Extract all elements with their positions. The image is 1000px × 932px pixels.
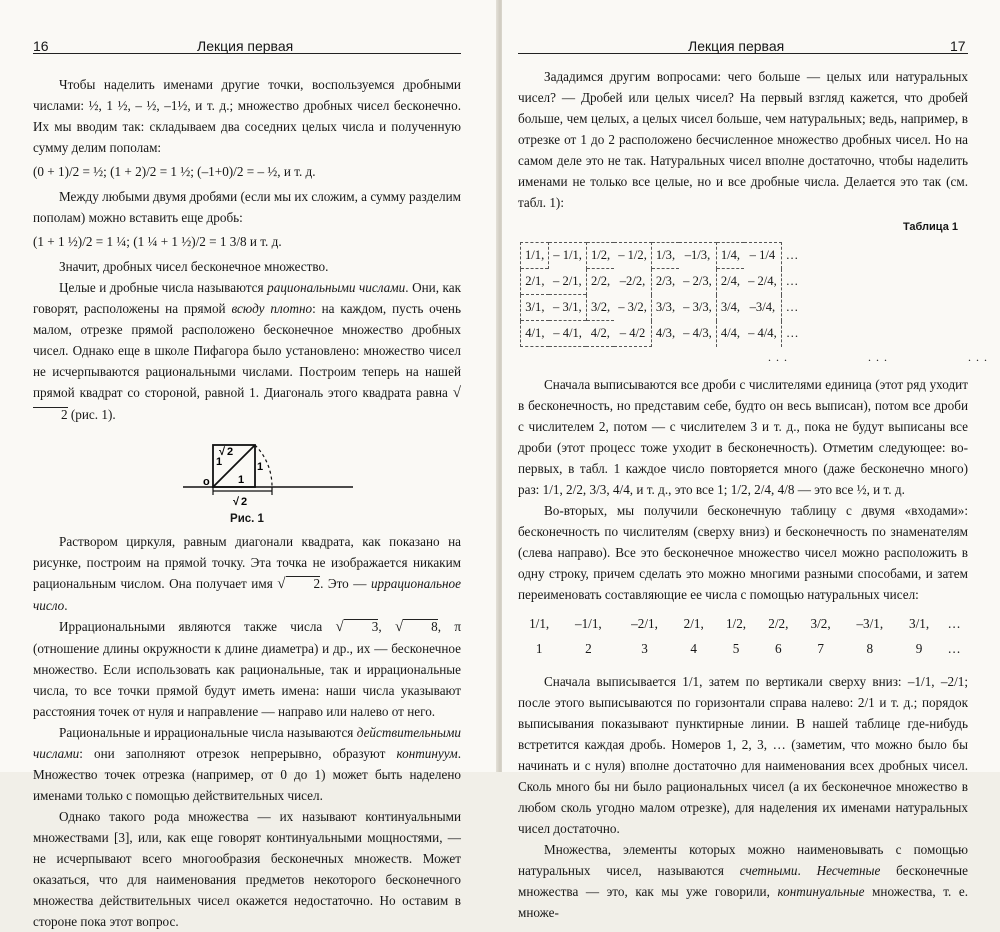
left-paragraph-4: Целые и дробные числа называются рациональными числами. Они, как говорят, расположены на прямой всюду плотно: на каждом, пусть очень малом, отрезке прямой расположено бесконечное множество дробных чисел. Однако еще в школе Пифагора было установлено: множество чисел не исчерпываются рациональными числами. Построим теперь на нашей прямой квадрат со стороной, равной 1. Диагональ этого квадрата равна √2 (рис. 1). xyxy=(33,280,462,422)
table-1-cell: –1/3, xyxy=(679,243,716,269)
table-1-cell: 4/4, xyxy=(720,326,741,340)
svg-text:√: √ xyxy=(233,496,240,508)
table-1-row xyxy=(521,269,803,295)
table-1-cell: 4/1, xyxy=(521,321,549,347)
sequence-natural: 7 xyxy=(817,641,824,656)
sequence-natural: 6 xyxy=(775,641,782,656)
right-paragraph-2: Сначала выписываются все дроби с числителями единица (этот ряд уходит в бесконечность, но представим себе, будто он весь выписан), потом все дроби с числителем 2, потом — с числителем 3 и т. д., пока не будут выписаны все дроби (этот процесс тоже уходит в бесконечность). Отметим следующее: во-первых, в табл. 1 каждое число повторяется много (даже бесконечно много) раз: 1/1, 2/2, 3/3, 4/4, и т. д., это все 1; 1/2, 2/4, 4/8 — это все ½, и т. д. xyxy=(518,377,968,497)
right-paragraph-1: Зададимся другим вопросами: чего больше — целых или натуральных чисел? — Дробей или целых чисел? На первый взгляд кажется, что дробей больше, чем целых, а целых чисел больше, чем натуральных; ведь, например, в отрезке от 1 до 2 расположено бесчисленное множество дробных чисел. Но на самом деле это не так. Натуральных чисел вполне достаточно, чтобы наделить именами не только все целые, но и все дробные числа. Делается это так (см. табл. 1): xyxy=(518,69,968,210)
sqrt-2-value: 2 xyxy=(33,407,68,423)
sequence-natural: 1 xyxy=(535,641,543,656)
table-1-cell: –2/2, xyxy=(614,269,651,295)
right-paragraph-4: Сначала выписывается 1/1, затем по вертикали сверху вниз: –1/1, –2/1; после этого выписываются по горизонтали справа налево: 2/1 и т. д.; порядок выписывания показывают пунктирные линии. В нашей таблице где-нибудь встретится каждая дробь. Номеров 1, 2, 3, … (заметим, что можно было бы начинать и с нуля) вполне достаточно для наименования всех дробных чисел. Сколь много бы ни было рациональных чисел (а их бесконечное множество в любом сколь угодно малом отрезке), для наделения их именами натуральных чисел достаточно. xyxy=(518,674,968,836)
sequence-natural: 9 xyxy=(915,641,923,656)
right-page-number: 17 xyxy=(950,38,966,54)
table-1-dots xyxy=(728,347,1000,368)
table-1-cell: 1/1, xyxy=(521,243,549,269)
svg-text:√: √ xyxy=(219,446,226,458)
table-1 xyxy=(520,242,803,347)
table-1-cell: … xyxy=(785,248,799,262)
table-1-cell: – 4/3, xyxy=(679,321,716,347)
right-paragraph-3: Во-вторых, мы получили бесконечную таблицу с двумя «входами»: бесконечность по числителям (сверху вниз) и бесконечность по знаменателям (слева направо). Все это бесконечное множество чисел можно расположить в одну строку, причем сделать это можно многими разными способами, и затем переименовать составляющие ее числа с помощью натуральных чисел: xyxy=(518,503,968,602)
table-1-cell: – 1/2, xyxy=(614,243,651,269)
bottom-root-label: 2 xyxy=(241,496,248,508)
enumeration-sequence xyxy=(518,611,968,661)
right-paragraph-5: Множества, элементы которых можно наименовывать с помощью натуральных чисел, называются счетными. Несчетные бесконечные множества — это, как мы уже говорили, континуальные множества, т. е. множе- xyxy=(518,842,969,920)
sequence-natural: 8 xyxy=(866,641,874,656)
right-header-rule xyxy=(518,53,968,54)
table-1-cell: 3/2, xyxy=(590,299,611,314)
term-uncountable: Несчетные xyxy=(816,863,881,878)
sequence-natural: 2 xyxy=(585,641,592,656)
table-1-caption: Таблица 1 xyxy=(902,221,958,233)
figure-1 xyxy=(33,425,461,531)
term-countable: счетными xyxy=(739,863,798,878)
term-continuum: континуум xyxy=(396,746,458,761)
table-dots-1: . . . xyxy=(768,350,788,364)
table-1-cell: – 2/3, xyxy=(679,269,716,295)
table-1-cell: 4/2, xyxy=(586,321,614,347)
table-1-cell: 3/4, xyxy=(720,300,741,314)
left-running-head: Лекция первая xyxy=(197,38,294,54)
table-dots-3: . . . xyxy=(968,350,988,364)
left-header-rule xyxy=(33,53,461,54)
table-1-cell: 1/4, xyxy=(716,243,744,269)
table-1-cell: – 4/2 xyxy=(614,321,651,347)
term-rational: рациональными числами xyxy=(267,280,406,295)
left-paragraph-6: Иррациональными являются также числа √ 3, √ 8, π (отношение длины окружности к длине диаметра) и др., их — бесконечное множество. Если использовать как рациональные, так и иррациональные числа, то все точки прямой будут иметь имена: наши числа указывают расстояния точек от нуля и направление — направо или налево от него. xyxy=(33,619,461,719)
term-real: действительными числами xyxy=(33,725,461,761)
side-label-2: 1 xyxy=(238,474,245,486)
table-1-cell: … xyxy=(785,274,799,288)
table-1-cell: – 3/2, xyxy=(614,295,651,321)
table-1-cell: 2/1, xyxy=(521,269,549,295)
figure-1-caption: Рис. 1 xyxy=(230,513,264,525)
right-page xyxy=(502,0,1000,920)
right-body xyxy=(518,66,988,923)
table-1-cell: 2/4, xyxy=(716,269,744,295)
table-1-cell: 3/3, xyxy=(655,300,676,314)
table-1-cell: – 1/1, xyxy=(549,243,587,269)
sqrt-2-name: 2 xyxy=(286,576,321,592)
left-equation-2: (1 + 1 ½)/2 = 1 ¼; (1 ¼ + 1 ½)/2 = 1 3/8 и т. д. xyxy=(33,234,282,249)
sequence-natural: … xyxy=(947,641,961,656)
left-paragraph-7: Рациональные и иррациональные числа называются действительными числами: они заполняют отрезок непрерывно, образуют континуум. Множество точек отрезка (например, от 0 до 1) может быть наделено именами только с помощью действительных чисел. xyxy=(33,725,461,803)
table-1-cell: – 3/1, xyxy=(549,295,587,321)
table-1-cell: 2/3, xyxy=(651,269,679,295)
table-dots-2: . . . xyxy=(868,350,888,364)
term-dense: всюду плотно xyxy=(231,301,313,316)
sequence-fraction: –3/1, xyxy=(856,616,884,631)
left-paragraph-8: Однако такого рода множества — их называют континуальными множествами [3], или, как еще говорят континуальными мощностями, — не исчерпывают всего многообразия бесконечных множеств. Может оказаться, что для наименования предметов некоторого бесконечного множества действительных чисел окажется недостаточно. Но оставим в стороне пока этот вопрос. xyxy=(33,809,461,929)
figure-1-drawing xyxy=(33,425,461,509)
table-1-cell: … xyxy=(786,326,799,340)
sequence-natural: 4 xyxy=(690,641,698,656)
sequence-fraction: 2/1, xyxy=(683,616,704,631)
table-1-cell: … xyxy=(785,300,799,314)
sequence-fraction: –1/1, xyxy=(574,616,602,631)
table-1-row xyxy=(521,295,803,321)
sequence-fraction: 1/1, xyxy=(529,616,550,631)
left-paragraph-3: Значит, дробных чисел бесконечное множество. xyxy=(59,259,329,274)
table-1-cell: – 1/4 xyxy=(744,243,781,269)
left-body xyxy=(33,74,461,932)
sequence-fraction: 1/2, xyxy=(725,616,747,631)
sequence-fraction: 3/1, xyxy=(908,616,930,631)
left-equation-1: (0 + 1)/2 = ½; (1 + 2)/2 = 1 ½; (–1+0)/2 = – ½, и т. д. xyxy=(33,164,316,179)
sqrt-3: 3 xyxy=(344,619,379,635)
table-1-cell: – 2/4, xyxy=(744,269,781,295)
table-1-cell: 1/2, xyxy=(586,243,614,269)
sequence-fraction: … xyxy=(947,616,961,631)
diag-root-label: 2 xyxy=(227,446,234,458)
left-page-number: 16 xyxy=(33,38,49,54)
term-continual: континуальные xyxy=(777,884,865,899)
right-running-head: Лекция первая xyxy=(688,38,785,54)
left-paragraph-2: Между любыми двумя дробями (если мы их сложим, а сумму разделим пополам) можно вставить еще дробь: xyxy=(33,189,461,225)
sequence-natural: 3 xyxy=(641,641,648,656)
origin-label: o xyxy=(203,476,210,488)
table-1-cell: 3/1, xyxy=(521,295,549,321)
table-1-cell: –3/4, xyxy=(744,295,781,321)
sequence-fraction: 3/2, xyxy=(810,616,831,631)
table-1-cell: – 4/4, xyxy=(744,321,781,347)
sequence-natural: 5 xyxy=(732,641,740,656)
table-1-cell: – 3/3, xyxy=(679,295,716,321)
left-paragraph-1: Чтобы наделить именами другие точки, воспользуемся дробными числами: ½, 1 ½, – ½, –1½, и т. д.; множество дробных чисел бесконечно. Их мы вводим так: складываем два соседних целых числа и полученную сумму делим пополам: xyxy=(33,77,461,155)
table-1-row xyxy=(521,243,803,269)
table-1-cell: – 4/1, xyxy=(549,321,587,347)
side-label-3: 1 xyxy=(216,456,223,468)
table-1-row xyxy=(521,321,803,347)
side-label-1: 1 xyxy=(257,461,264,473)
sqrt-8: 8 xyxy=(403,619,438,635)
sequence-fraction: –2/1, xyxy=(631,616,658,631)
table-1-cell: 1/3, xyxy=(651,243,679,269)
term-irrational: иррациональное число xyxy=(33,576,461,613)
left-page xyxy=(0,0,498,929)
sequence-fraction: 2/2, xyxy=(768,616,789,631)
table-1-cell: 2/2, xyxy=(586,269,614,295)
left-paragraph-5: Раствором циркуля, равным диагонали квадрата, как показано на рисунке, построим на прямой точку. Эта точка не изображается никаким рациональным числом. Она получает имя √ 2. Это — иррациональное число. xyxy=(33,534,461,613)
table-1-cell: 4/3, xyxy=(655,326,676,340)
table-1-cell: – 2/1, xyxy=(549,269,587,295)
